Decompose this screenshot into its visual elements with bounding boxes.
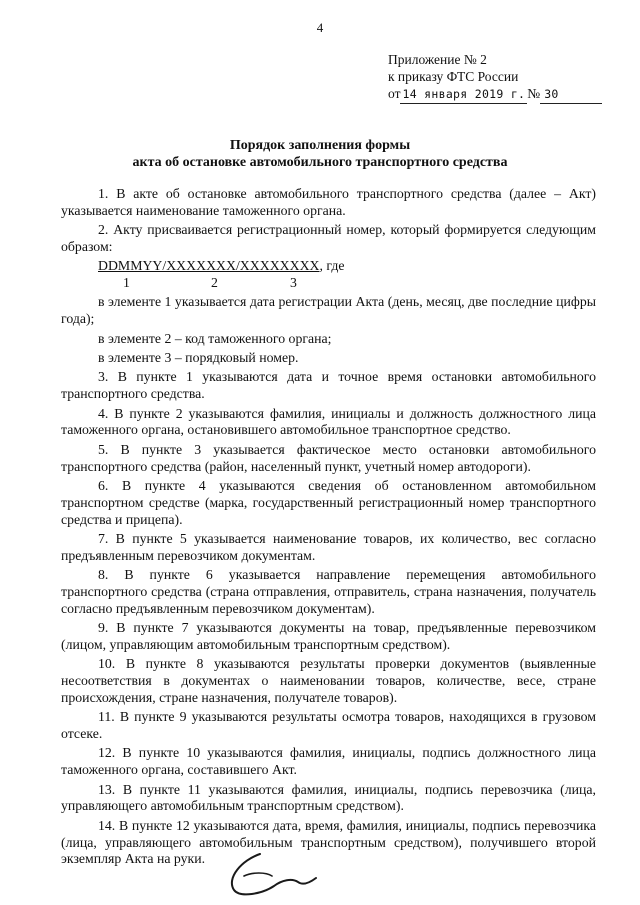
element-1-description: в элементе 1 указывается дата регистрации Акта (день, месяц, две последние цифры года); [61, 294, 596, 327]
signature [222, 848, 322, 898]
element-numbers [61, 275, 596, 292]
registration-number-format [61, 258, 596, 275]
paragraph-10: 10. В пункте 8 указываются результаты проверки документов (выявленные несоответствия в документах о наименовании товаров, количестве, весе, стране происхождения, стране назначения, получателе товаров). [61, 656, 596, 705]
element-number-3: 3 [290, 275, 297, 291]
element-3-description: в элементе 3 – порядковый номер. [98, 349, 299, 365]
appendix-date-line [388, 85, 602, 104]
element-number-2: 2 [211, 275, 218, 291]
registration-code: DDMMYY/XXXXXXX/XXXXXXXX [98, 258, 320, 274]
number-prefix: № [527, 86, 541, 101]
paragraph-7: 7. В пункте 5 указывается наименование товаров, их количество, вес согласно предъявленным перевозчиком документам. [61, 530, 596, 563]
paragraph-13: 13. В пункте 11 указываются фамилия, инициалы, подпись перевозчика (лица, управляющего автомобильным транспортным средством). [61, 781, 596, 814]
paragraph-2: 2. Акту присваивается регистрационный номер, который формируется следующим образом: [61, 222, 596, 254]
paragraph-5: 5. В пункте 3 указывается фактическое место остановки автомобильного транспортного средства (район, населенный пункт, учетный номер автодороги). [61, 441, 596, 474]
order-number: 30 [540, 86, 602, 104]
paragraph-11: 11. В пункте 9 указываются результаты осмотра товаров, находящихся в грузовом отсеке. [61, 709, 596, 742]
paragraph-9: 9. В пункте 7 указываются документы на товар, предъявленные перевозчиком (лицом, управляющим автомобильным транспортным средством). [61, 620, 596, 652]
signature-stroke [232, 854, 316, 894]
appendix-title: Приложение № 2 [388, 52, 487, 67]
appendix-header [388, 51, 602, 104]
document-title-line1: Порядок заполнения формы [229, 138, 411, 153]
document-body [61, 186, 596, 871]
paragraph-8: 8. В пункте 6 указывается направление перемещения автомобильного транспортного средства (страна отправления, отправитель, страна назначения, получатель согласно предъявленным перевозчиком документам). [61, 567, 596, 616]
element-number-1: 1 [123, 275, 130, 291]
paragraph-3: 3. В пункте 1 указываются дата и точное время остановки автомобильного транспортного средства. [61, 369, 596, 402]
signature-loop [244, 873, 272, 876]
document-title-line2: акта об остановке автомобильного транспортного средства [132, 155, 508, 170]
appendix-order-ref: к приказу ФТС России [388, 69, 519, 84]
order-date: 14 января 2019 г. [400, 86, 527, 104]
paragraph-12: 12. В пункте 10 указываются фамилия, инициалы, подпись должностного лица таможенного органа, составившего Акт. [61, 745, 596, 778]
date-prefix: от [388, 86, 401, 101]
paragraph-14: 14. В пункте 12 указываются дата, время, фамилия, инициалы, подпись перевозчика (лица, управляющего автомобильным транспортным средством), получившего второй экземпляр Акта на руки. [61, 817, 596, 867]
code-suffix: , где [319, 258, 345, 274]
paragraph-1: 1. В акте об остановке автомобильного транспортного средства (далее – Акт) указывается наименование таможенного органа. [61, 186, 596, 218]
paragraph-6: 6. В пункте 4 указываются сведения об остановленном автомобильном транспортном средстве (марка, государственный регистрационный номер транспортного средства и прицепа). [61, 477, 596, 527]
element-2-description: в элементе 2 – код таможенного органа; [98, 330, 332, 346]
paragraph-4: 4. В пункте 2 указываются фамилия, инициалы и должность должностного лица таможенного органа, остановившего автомобильное транспортное средство. [61, 405, 596, 438]
page-number: 4 [316, 20, 324, 35]
